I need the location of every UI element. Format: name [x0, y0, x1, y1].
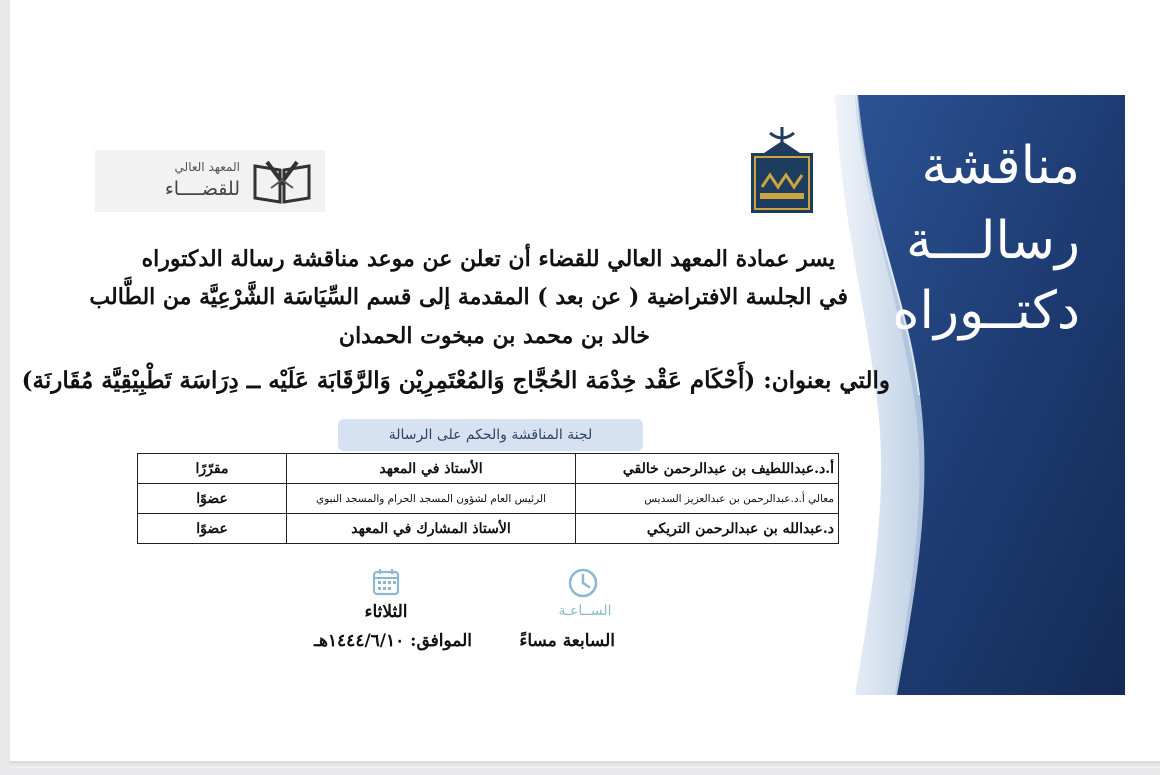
member-name: د.عبدالله بن عبدالرحمن التريكي	[576, 514, 839, 544]
day-value: الثلاثاء	[364, 602, 408, 622]
banner-title-line3: دكتــوراه	[892, 281, 1080, 341]
date-value: الموافق: ١٤٤٤/٦/١٠هـ	[313, 631, 472, 651]
member-name: معالي أ.د.عبدالرحمن بن عبدالعزيز السديس	[576, 484, 839, 514]
banner-title-line1: مناقشة	[921, 136, 1080, 196]
clock-icon	[566, 566, 600, 600]
table-row	[138, 484, 839, 514]
announcement-page	[10, 0, 1160, 768]
time-value: السابعة مساءً	[519, 631, 615, 651]
table-row	[138, 454, 839, 484]
thesis-title: والتي بعنوان: (أَحْكَام عَقْد خِدْمَة الحُجَّاج وَالمُعْتَمِرِيْن وَالرَّقَابَة عَلَيْه ــ دِرَاسَة تَطْبِيْقِيَّة مُقَارنَة)	[21, 367, 890, 394]
judicial-institute-logo	[95, 150, 325, 212]
time-label: الســاعـة	[558, 603, 612, 619]
member-title: الرئيس العام لشؤون المسجد الحرام والمسجد النبوي	[287, 484, 576, 514]
title-banner	[835, 95, 1125, 695]
announcement-line-2: في الجلسة الافتراضية ( عن بعد ) المقدمة إلى قسم السِّيَاسَة الشَّرْعِيَّة من الطَّالب	[89, 284, 848, 310]
banner-title-line2: رسالـــة	[906, 211, 1080, 271]
right-margin	[1160, 0, 1170, 775]
open-book-icon	[249, 158, 315, 206]
page-edge	[10, 761, 1160, 768]
member-title: الأستاذ المشارك في المعهد	[287, 514, 576, 544]
logo-top-text: المعهد العالي	[174, 160, 240, 174]
member-role: مقرّرًا	[138, 454, 287, 484]
calendar-icon	[370, 566, 402, 598]
member-role: عضوًا	[138, 514, 287, 544]
committee-heading: لجنة المناقشة والحكم على الرسالة	[338, 419, 643, 451]
member-role: عضوًا	[138, 484, 287, 514]
student-name: خالد بن محمد بن مبخوت الحمدان	[338, 323, 650, 349]
committee-table	[137, 453, 839, 544]
table-row	[138, 514, 839, 544]
member-name: أ.د.عبداللطيف بن عبدالرحمن خالقي	[576, 454, 839, 484]
university-emblem-icon	[748, 125, 816, 215]
member-title: الأستاذ في المعهد	[287, 454, 576, 484]
logo-bottom-text: للقضــــاء	[164, 178, 240, 200]
announcement-line-1: يسر عمادة المعهد العالي للقضاء أن تعلن عن موعد مناقشة رسالة الدكتوراه	[141, 246, 835, 272]
